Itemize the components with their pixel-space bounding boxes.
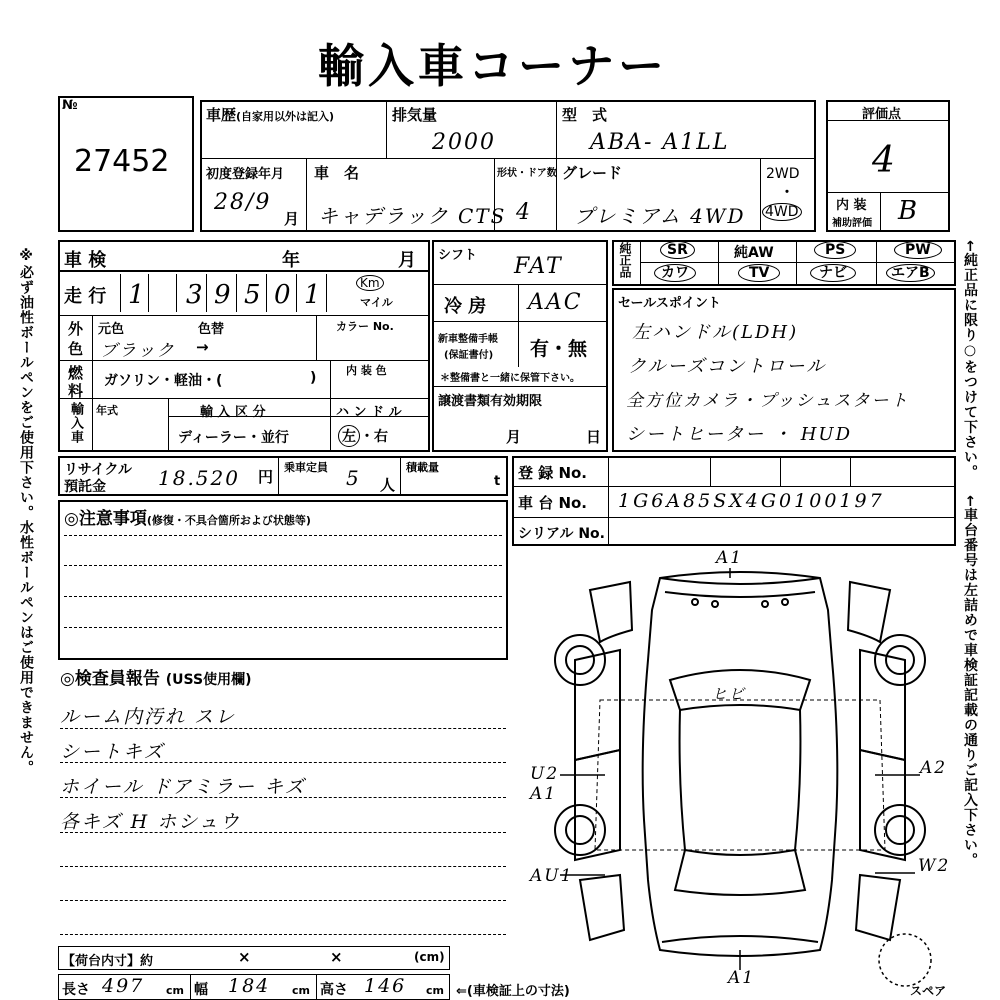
right-notice-chassis: ←車台番号は左詰めで車検証記載の通りご記入下さい。	[962, 495, 978, 868]
fuel-close: )	[310, 370, 317, 386]
genuine-leather: カワ	[654, 264, 696, 282]
exterior-label-top: 外	[68, 320, 84, 338]
page-title: 輸入車コーナー	[318, 39, 668, 93]
import-year: 年式	[96, 404, 118, 417]
transfer-day: 日	[586, 428, 602, 446]
sales-point-1: 左ハンドル(LDH)	[632, 322, 799, 343]
inspector-line-3: ホイール ドアミラー キズ	[60, 776, 306, 798]
inspector-line-1: ルーム内汚れ スレ	[60, 706, 237, 728]
cargo-x1: ×	[238, 948, 251, 966]
color-no-label: カラー No.	[336, 320, 394, 333]
serial-label: シリアル No.	[518, 526, 605, 542]
import-type-options: ディーラー・並行	[178, 430, 289, 446]
doors-label: 形状・ドア数	[497, 168, 557, 179]
genuine-pw: PW	[894, 241, 942, 259]
width-label: 幅	[194, 982, 208, 998]
inspection-label: 車 検	[64, 250, 107, 271]
recycle-value: 18.520	[158, 466, 240, 490]
left-notice: ※必ず油性ボールペンをご使用下さい。水性ボールペンはご使用できません。	[18, 248, 34, 775]
handle-label: ハ ン ド ル	[336, 405, 402, 420]
height-value: 146	[364, 975, 407, 997]
inspection-year: 年	[282, 250, 300, 271]
length-label: 長さ	[62, 982, 90, 998]
registration-label: 登 録 No.	[518, 464, 588, 482]
genuine-sr: SR	[660, 241, 695, 259]
sales-point-2: クルーズコントロール	[628, 356, 827, 377]
shift-label: シフト	[438, 248, 478, 263]
mileage-digit-2: 3	[186, 280, 205, 310]
drive-2wd: 2WD	[766, 166, 800, 182]
displacement-value: 2000	[432, 130, 496, 155]
exterior-label-bot: 色	[68, 340, 84, 358]
manual-label2: (保証書付)	[444, 350, 494, 361]
capacity-unit: 人	[380, 476, 396, 494]
shift-value: FAT	[514, 254, 563, 279]
diagram-right-low-mark: W2	[918, 856, 951, 876]
sales-points-label: セールスポイント	[618, 296, 721, 311]
manual-note: ＊整備書と一緒に保管下さい。	[440, 373, 580, 384]
capacity-label: 乗車定員	[284, 461, 328, 474]
score-value: 4	[872, 140, 897, 181]
spare-label: スペア	[910, 984, 947, 998]
interior-score-value: B	[898, 196, 920, 226]
inspection-month: 月	[398, 250, 416, 271]
car-damage-diagram	[520, 550, 960, 990]
height-cm: cm	[426, 984, 444, 997]
diagram-left-mark-2: A1	[530, 784, 558, 804]
length-value: 497	[102, 975, 145, 997]
diagram-left-mark-1: U2	[530, 764, 560, 784]
load-unit: t	[494, 474, 501, 489]
length-cm: cm	[166, 984, 184, 997]
model-value: ABA- A1LL	[590, 130, 730, 155]
exterior-arrow: →	[196, 338, 209, 356]
dims-note: ⇐(車検証上の寸法)	[456, 984, 570, 999]
genuine-airbag: エアB	[886, 264, 935, 282]
import-label: 輸入車	[68, 402, 83, 444]
height-label: 高さ	[320, 982, 348, 998]
displacement-label: 排気量	[392, 106, 438, 124]
genuine-navi: ナビ	[810, 264, 856, 282]
exterior-change-label: 色替	[198, 322, 225, 337]
car-name-label: 車 名	[314, 164, 360, 182]
exterior-orig-label: 元色	[98, 322, 125, 337]
diagram-right-mark: A2	[920, 758, 948, 778]
mileage-unit-mile: マイル	[360, 296, 393, 309]
cargo-x2: ×	[330, 948, 343, 966]
mileage-digit-5: 0	[274, 280, 293, 310]
mileage-label: 走 行	[64, 286, 107, 307]
fuel-label-top: 燃	[68, 364, 84, 382]
recycle-label1: リサイクル	[64, 462, 133, 478]
handle-options: 左 ・右	[338, 425, 388, 447]
recycle-label2: 預託金	[64, 479, 106, 495]
first-reg-suffix: 月	[284, 210, 300, 228]
notes-label: ◎注意事項(修復・不具合箇所および状態等)	[64, 509, 311, 529]
transfer-month: 月	[506, 428, 522, 446]
inspector-label: ◎検査員報告 (USS使用欄)	[60, 669, 252, 689]
capacity-value: 5	[346, 466, 361, 490]
first-reg-label: 初度登録年月	[206, 167, 285, 182]
diagram-front-mark: A1	[716, 548, 744, 568]
manual-value: 有・無	[530, 338, 588, 360]
ac-value: AAC	[528, 290, 583, 315]
transfer-label: 譲渡書類有効期限	[438, 394, 543, 409]
history-label: 車歴(自家用以外は記入)	[206, 106, 335, 124]
fuel-options: ガソリン・軽油・(	[104, 373, 223, 389]
mileage-digit-3: 9	[214, 280, 233, 310]
width-value: 184	[228, 975, 271, 997]
mileage-digit-1: 1	[128, 280, 147, 310]
score-label: 評価点	[862, 107, 902, 122]
lot-number: 27452	[74, 144, 170, 179]
drive-dot: ・	[780, 185, 794, 201]
import-type-label: 輸 入 区 分	[200, 405, 266, 420]
genuine-tv: TV	[738, 264, 780, 282]
genuine-aw: 純AW	[734, 245, 774, 261]
interior-score-label1: 内 装	[836, 198, 867, 213]
interior-color-label: 内 装 色	[346, 364, 387, 377]
recycle-unit: 円	[258, 468, 274, 486]
cargo-label: 【荷台内寸】約	[62, 954, 154, 969]
mileage-unit-km: Km	[356, 275, 384, 291]
diagram-windshield-mark: ヒビ	[712, 685, 747, 703]
chassis-value: 1G6A85SX4G0100197	[618, 490, 885, 512]
car-name-value: キャデラック CTS	[318, 204, 507, 228]
lot-prefix: №	[62, 98, 78, 113]
first-reg-value: 28/9	[214, 190, 272, 215]
fuel-label-bot: 料	[68, 382, 84, 400]
interior-score-label2: 補助評価	[832, 218, 872, 229]
inspector-line-4: 各キズ H ホシュウ	[60, 811, 241, 833]
sales-point-3: 全方位カメラ・プッシュスタート	[626, 391, 910, 411]
grade-label: グレード	[562, 164, 623, 182]
grade-value: プレミアム 4WD	[574, 204, 746, 228]
exterior-value: ブラック	[100, 341, 176, 361]
sales-point-4: シートヒーター ・ HUD	[626, 424, 853, 445]
diagram-rear-mark: A1	[728, 968, 756, 988]
chassis-label: 車 台 No.	[518, 494, 588, 512]
model-label: 型 式	[562, 106, 608, 124]
width-cm: cm	[292, 984, 310, 997]
mileage-digit-6: 1	[304, 280, 323, 310]
ac-label: 冷 房	[444, 296, 487, 317]
drive-4wd: 4WD	[762, 203, 802, 221]
genuine-label: 純正品	[618, 242, 632, 278]
doors-value: 4	[516, 200, 532, 225]
inspector-line-2: シートキズ	[60, 741, 165, 763]
load-label: 積載量	[406, 461, 439, 474]
lot-box	[58, 96, 194, 232]
right-notice-genuine: ←純正品に限り○をつけて下さい。	[962, 240, 978, 480]
manual-label1: 新車整備手帳	[438, 334, 498, 345]
cargo-unit: (cm)	[414, 950, 445, 964]
genuine-ps: PS	[814, 241, 856, 259]
mileage-digit-4: 5	[244, 280, 263, 310]
diagram-left-low-mark: AU1	[530, 866, 574, 886]
